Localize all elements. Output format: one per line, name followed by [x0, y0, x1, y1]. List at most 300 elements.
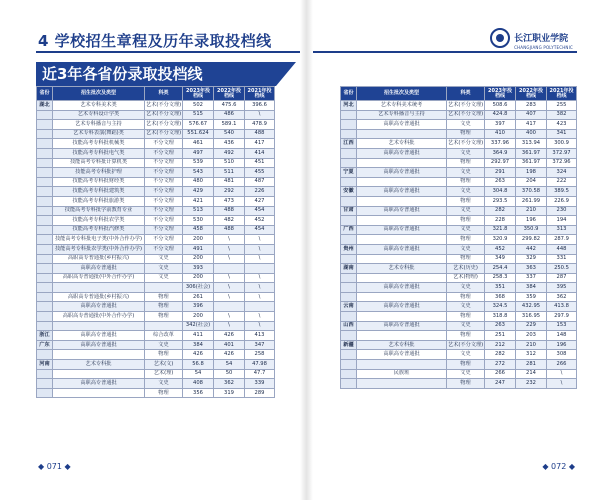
- cell-2022: \: [214, 273, 245, 283]
- cell-2023: 306(社会): [183, 283, 214, 293]
- cell-2022: 426: [214, 331, 245, 341]
- cell-subject: 物理: [447, 292, 485, 302]
- table-row: [341, 196, 577, 206]
- cell-2023: 342(社会): [183, 321, 214, 331]
- cell-2021: \: [245, 235, 275, 245]
- cell-type: 民族班: [357, 369, 447, 379]
- cell-province: [341, 379, 357, 389]
- table-row: [341, 369, 577, 379]
- cell-type: 高职高专普通批(中外合作办学): [53, 273, 145, 283]
- cell-subject: 文史: [145, 340, 183, 350]
- cell-province: [37, 206, 53, 216]
- cell-2022: 196: [516, 216, 547, 226]
- cell-2021: \: [245, 110, 275, 120]
- cell-type: 技能高考专科批机械类: [53, 139, 145, 149]
- table-row: [37, 101, 275, 111]
- cell-2023: 251: [485, 331, 516, 341]
- cell-type: 艺术专科批: [357, 139, 447, 149]
- cell-province: 宁夏: [341, 168, 357, 178]
- cell-2023: 384: [183, 340, 214, 350]
- cell-2023: 200: [183, 235, 214, 245]
- cell-province: [37, 187, 53, 197]
- cell-province: [341, 158, 357, 168]
- cell-2021: 395: [547, 283, 577, 293]
- cell-2022: 316.95: [516, 312, 547, 322]
- table-row: [37, 312, 275, 322]
- cell-2023: 364.9: [485, 148, 516, 158]
- cell-2022: [214, 302, 245, 312]
- cell-2022: 370.58: [516, 187, 547, 197]
- cell-subject: 物理: [447, 331, 485, 341]
- cell-2021: 47.98: [245, 360, 275, 370]
- cell-type: 高职高专普通批(乡村振兴): [53, 254, 145, 264]
- cell-subject: 不分文理: [145, 168, 183, 178]
- cell-2021: 226.9: [547, 196, 577, 206]
- table-row: [37, 235, 275, 245]
- cell-type: [357, 129, 447, 139]
- cell-2021: 347: [245, 340, 275, 350]
- cell-2021: 196: [547, 340, 577, 350]
- page-number-left: ◆ 071 ◆: [38, 462, 71, 471]
- cell-2022: 312: [516, 350, 547, 360]
- cell-province: [37, 244, 53, 254]
- cell-subject: [145, 283, 183, 293]
- cell-2023: 56.8: [183, 360, 214, 370]
- cell-2021: 414: [245, 148, 275, 158]
- cell-2022: 482: [214, 216, 245, 226]
- cell-province: [341, 350, 357, 360]
- cell-2022: 510: [214, 158, 245, 168]
- logo-name: 长江职业学院: [514, 34, 569, 44]
- cell-2022: 401: [214, 340, 245, 350]
- page-number-right: ◆ 072 ◆: [542, 462, 575, 471]
- cell-2021: \: [547, 379, 577, 389]
- cell-subject: 艺术(理): [145, 369, 183, 379]
- cell-province: [37, 369, 53, 379]
- cell-2023: 551.624: [183, 129, 214, 139]
- cell-2023: 421: [183, 196, 214, 206]
- cell-2023: 266: [485, 369, 516, 379]
- cell-type: [357, 254, 447, 264]
- cell-province: 贵州: [341, 244, 357, 254]
- cell-2023: 411: [183, 331, 214, 341]
- cell-2022: 540: [214, 129, 245, 139]
- cell-2021: 289: [245, 388, 275, 398]
- cell-subject: 物理: [447, 129, 485, 139]
- table-header-row: [37, 87, 275, 101]
- cell-type: 高职高专普通批: [357, 350, 447, 360]
- cell-province: [341, 254, 357, 264]
- cell-type: [53, 321, 145, 331]
- cell-province: [341, 369, 357, 379]
- cell-subject: [145, 321, 183, 331]
- col-province: 省份: [37, 87, 53, 101]
- cell-2022: 203: [516, 331, 547, 341]
- cell-2023: 424.8: [485, 110, 516, 120]
- cell-subject: 文史: [145, 379, 183, 389]
- cell-subject: 文史: [447, 321, 485, 331]
- cell-2021: 478.9: [245, 120, 275, 130]
- cell-type: [357, 292, 447, 302]
- school-seal-icon: [490, 28, 510, 48]
- cell-2021: 427: [245, 196, 275, 206]
- table-row: [37, 129, 275, 139]
- cell-2023: 200: [183, 254, 214, 264]
- col-subject: 科类: [145, 87, 183, 101]
- cell-2023: 461: [183, 139, 214, 149]
- cell-subject: 物理: [145, 388, 183, 398]
- cell-2021: 250.5: [547, 264, 577, 274]
- cell-province: [37, 168, 53, 178]
- cell-province: 云南: [341, 302, 357, 312]
- cell-2023: 200: [183, 312, 214, 322]
- cell-2022: 363: [516, 264, 547, 274]
- cell-province: 甘肃: [341, 206, 357, 216]
- cell-subject: 文史: [447, 369, 485, 379]
- cell-province: 河南: [37, 360, 53, 370]
- table-row: [341, 302, 577, 312]
- table-row: [341, 312, 577, 322]
- cell-subject: 艺术(文): [145, 360, 183, 370]
- cell-type: 高职高专普通批: [357, 168, 447, 178]
- cell-subject: 艺术(不分文理): [447, 110, 485, 120]
- table-row: [341, 129, 577, 139]
- cell-province: [37, 312, 53, 322]
- cell-2023: 321.8: [485, 225, 516, 235]
- cell-subject: 文史: [447, 225, 485, 235]
- col-2023: 2023年投档线: [183, 87, 214, 101]
- cell-2022: 210: [516, 206, 547, 216]
- cell-2023: 54: [183, 369, 214, 379]
- cell-2022: \: [214, 254, 245, 264]
- cell-2023: 282: [485, 206, 516, 216]
- cell-2021: \: [245, 273, 275, 283]
- cell-province: 浙江: [37, 331, 53, 341]
- cell-2023: 480: [183, 177, 214, 187]
- cell-2023: 247: [485, 379, 516, 389]
- cell-2021: 153: [547, 321, 577, 331]
- cell-2023: 282: [485, 350, 516, 360]
- cell-subject: 文史: [447, 283, 485, 293]
- cell-subject: 艺术(不分文理): [145, 120, 183, 130]
- cell-type: 技能高考专科批农学类: [53, 216, 145, 226]
- table-row: [341, 350, 577, 360]
- table-row: [341, 158, 577, 168]
- cell-2021: 313: [547, 225, 577, 235]
- col-province: 省份: [341, 87, 357, 101]
- cell-2021: 258: [245, 350, 275, 360]
- cell-type: 艺术专科表演(舞蹈)类: [53, 129, 145, 139]
- cell-2022: 426: [214, 350, 245, 360]
- cell-type: 高职高专普通批: [53, 264, 145, 274]
- cell-2023: 491: [183, 244, 214, 254]
- cell-type: 艺术专科美术统考: [357, 101, 447, 111]
- cell-2022: 50: [214, 369, 245, 379]
- cell-2022: \: [214, 292, 245, 302]
- cell-2021: 339: [245, 379, 275, 389]
- cell-subject: 物理: [447, 254, 485, 264]
- table-row: [341, 216, 577, 226]
- right-score-table: [340, 86, 577, 389]
- cell-type: 艺术专科批: [357, 264, 447, 274]
- cell-type: [357, 158, 447, 168]
- col-type: 招生批次及类型: [53, 87, 145, 101]
- cell-2022: 319: [214, 388, 245, 398]
- cell-2023: 458: [183, 225, 214, 235]
- cell-2022: 232: [516, 379, 547, 389]
- cell-2021: 423: [547, 120, 577, 130]
- cell-2022: 492: [214, 148, 245, 158]
- cell-subject: 艺术(不分文理): [145, 110, 183, 120]
- cell-subject: 物理: [447, 360, 485, 370]
- cell-2022: 400: [516, 129, 547, 139]
- cell-province: [341, 177, 357, 187]
- cell-2023: 349: [485, 254, 516, 264]
- cell-2021: 297.9: [547, 312, 577, 322]
- table-header-row: [341, 87, 577, 101]
- table-row: [37, 120, 275, 130]
- cell-2021: 148: [547, 331, 577, 341]
- cell-province: [341, 360, 357, 370]
- table-row: [37, 254, 275, 264]
- cell-2021: 487: [245, 177, 275, 187]
- cell-province: [341, 120, 357, 130]
- table-row: [341, 254, 577, 264]
- cell-2022: 350.9: [516, 225, 547, 235]
- cell-subject: 不分文理: [145, 225, 183, 235]
- chapter-title: 4 学校招生章程及历年录取投档线: [38, 32, 272, 50]
- table-row: [37, 321, 275, 331]
- table-row: [341, 225, 577, 235]
- cell-type: 技能高考专科批计算机类: [53, 158, 145, 168]
- cell-type: [357, 379, 447, 389]
- cell-province: [341, 129, 357, 139]
- cell-province: [341, 283, 357, 293]
- cell-2021: \: [245, 321, 275, 331]
- cell-2021: 455: [245, 168, 275, 178]
- table-row: [37, 379, 275, 389]
- cell-2021: \: [245, 292, 275, 302]
- cell-subject: 综合改革: [145, 331, 183, 341]
- cell-province: [37, 129, 53, 139]
- table-row: [37, 196, 275, 206]
- table-row: [37, 350, 275, 360]
- table-row: [341, 264, 577, 274]
- cell-2021: 300.9: [547, 139, 577, 149]
- cell-type: 高职高专普通批: [357, 321, 447, 331]
- cell-2023: 228: [485, 216, 516, 226]
- cell-2021: 488: [245, 129, 275, 139]
- cell-province: [37, 254, 53, 264]
- cell-2022: 299.82: [516, 235, 547, 245]
- cell-subject: 不分文理: [145, 187, 183, 197]
- table-row: [341, 321, 577, 331]
- cell-province: [341, 110, 357, 120]
- cell-2023: 212: [485, 340, 516, 350]
- cell-2022: 261.99: [516, 196, 547, 206]
- cell-type: [357, 196, 447, 206]
- cell-2021: 396.6: [245, 101, 275, 111]
- cell-2022: 442: [516, 244, 547, 254]
- cell-province: [341, 216, 357, 226]
- cell-subject: 文史: [447, 120, 485, 130]
- cell-type: [53, 388, 145, 398]
- col-type: 招生批次及类型: [357, 87, 447, 101]
- book-gutter: [300, 0, 313, 500]
- cell-type: 技能高考专科批汽修类: [53, 225, 145, 235]
- cell-2023: 397: [485, 120, 516, 130]
- cell-2021: 389.5: [547, 187, 577, 197]
- cell-subject: 文史: [145, 254, 183, 264]
- cell-type: 高职高专普通批: [53, 340, 145, 350]
- cell-subject: 不分文理: [145, 235, 183, 245]
- cell-2022: 198: [516, 168, 547, 178]
- cell-2023: 408: [183, 379, 214, 389]
- table-row: [37, 139, 275, 149]
- cell-subject: 物理: [145, 350, 183, 360]
- cell-2022: 473: [214, 196, 245, 206]
- cell-type: [53, 369, 145, 379]
- logo-text-block: [514, 26, 573, 50]
- cell-type: [357, 360, 447, 370]
- cell-subject: 物理: [447, 379, 485, 389]
- cell-subject: 物理: [145, 292, 183, 302]
- cell-type: [357, 216, 447, 226]
- cell-2023: 576.67: [183, 120, 214, 130]
- cell-province: [341, 273, 357, 283]
- cell-2021: 324: [547, 168, 577, 178]
- cell-2022: 417: [516, 120, 547, 130]
- cell-subject: 艺术(历史): [447, 264, 485, 274]
- cell-subject: 物理: [447, 235, 485, 245]
- right-table-body: [341, 101, 577, 389]
- cell-type: 高职高专普通批: [53, 302, 145, 312]
- logo-sub: CHANGJIANG POLYTECHNIC: [514, 45, 573, 50]
- cell-2021: 362: [547, 292, 577, 302]
- cell-2022: 432.95: [516, 302, 547, 312]
- cell-subject: 艺术(物理): [447, 273, 485, 283]
- cell-province: [37, 273, 53, 283]
- cell-type: [357, 177, 447, 187]
- cell-2022: 210: [516, 340, 547, 350]
- cell-type: 艺术专科播音与主持: [53, 120, 145, 130]
- cell-2021: 47.7: [245, 369, 275, 379]
- cell-2022: 329: [516, 254, 547, 264]
- left-table-body: [37, 101, 275, 398]
- cell-2021: 287: [547, 273, 577, 283]
- cell-type: 高职高专普通批: [357, 120, 447, 130]
- table-row: [37, 225, 275, 235]
- cell-type: 技能高考专科批电气类: [53, 148, 145, 158]
- cell-2021: 341: [547, 129, 577, 139]
- cell-province: [37, 216, 53, 226]
- cell-type: [357, 312, 447, 322]
- cell-province: [341, 235, 357, 245]
- cell-province: [37, 388, 53, 398]
- cell-subject: 文史: [145, 264, 183, 274]
- cell-2021: 452: [245, 216, 275, 226]
- cell-2021: 331: [547, 254, 577, 264]
- cell-subject: 艺术(不分文理): [447, 139, 485, 149]
- cell-subject: 物理: [447, 177, 485, 187]
- cell-province: [37, 120, 53, 130]
- table-row: [341, 283, 577, 293]
- cell-type: 高职高专普通批(中外合作办学): [53, 312, 145, 322]
- table-row: [341, 177, 577, 187]
- cell-2021: 308: [547, 350, 577, 360]
- cell-2023: 320.9: [485, 235, 516, 245]
- cell-subject: 不分文理: [145, 244, 183, 254]
- cell-province: [37, 283, 53, 293]
- cell-subject: 艺术(不分文理): [447, 340, 485, 350]
- cell-subject: 文史: [447, 206, 485, 216]
- cell-subject: 不分文理: [145, 148, 183, 158]
- cell-2021: 454: [245, 206, 275, 216]
- cell-subject: 文史: [447, 244, 485, 254]
- cell-2021: 448: [547, 244, 577, 254]
- cell-subject: 不分文理: [145, 206, 183, 216]
- cell-2022: 475.6: [214, 101, 245, 111]
- cell-2023: 292.97: [485, 158, 516, 168]
- cell-type: 高职高专普通批: [357, 302, 447, 312]
- cell-2023: 539: [183, 158, 214, 168]
- cell-2021: 454: [245, 225, 275, 235]
- cell-2022: 361.97: [516, 148, 547, 158]
- cell-2022: 229: [516, 321, 547, 331]
- cell-2023: 426: [183, 350, 214, 360]
- cell-province: 河北: [341, 101, 357, 111]
- cell-type: [53, 283, 145, 293]
- cell-type: [357, 273, 447, 283]
- table-row: [37, 177, 275, 187]
- cell-2022: 436: [214, 139, 245, 149]
- cell-type: 技能高考专科批学前教育专业: [53, 206, 145, 216]
- cell-2023: 291: [485, 168, 516, 178]
- cell-2022: 214: [516, 369, 547, 379]
- cell-province: [341, 148, 357, 158]
- cell-2021: 382: [547, 110, 577, 120]
- cell-type: 高职高专普通批: [357, 206, 447, 216]
- school-logo: [490, 26, 573, 50]
- cell-province: [37, 148, 53, 158]
- cell-2021: \: [245, 244, 275, 254]
- cell-2022: 361.97: [516, 158, 547, 168]
- cell-2022: \: [214, 312, 245, 322]
- col-2023: 2023年投档线: [485, 87, 516, 101]
- cell-type: 技能高考专科批建筑类: [53, 187, 145, 197]
- cell-2022: 511: [214, 168, 245, 178]
- cell-2021: 226: [245, 187, 275, 197]
- cell-2023: 304.8: [485, 187, 516, 197]
- cell-2023: 254.4: [485, 264, 516, 274]
- cell-2022: 54: [214, 360, 245, 370]
- left-score-table: [36, 86, 275, 398]
- cell-type: 技能高考专科批旅游类: [53, 196, 145, 206]
- col-2021: 2021年投档线: [547, 87, 577, 101]
- cell-province: [37, 302, 53, 312]
- cell-2022: 481: [214, 177, 245, 187]
- cell-2022: 589.1: [214, 120, 245, 130]
- cell-2022: 359: [516, 292, 547, 302]
- cell-2021: \: [547, 369, 577, 379]
- cell-2022: 362: [214, 379, 245, 389]
- cell-subject: 文史: [145, 273, 183, 283]
- cell-2023: 429: [183, 187, 214, 197]
- table-row: [37, 264, 275, 274]
- cell-2021: \: [245, 283, 275, 293]
- cell-2021: [245, 264, 275, 274]
- cell-subject: 物理: [447, 312, 485, 322]
